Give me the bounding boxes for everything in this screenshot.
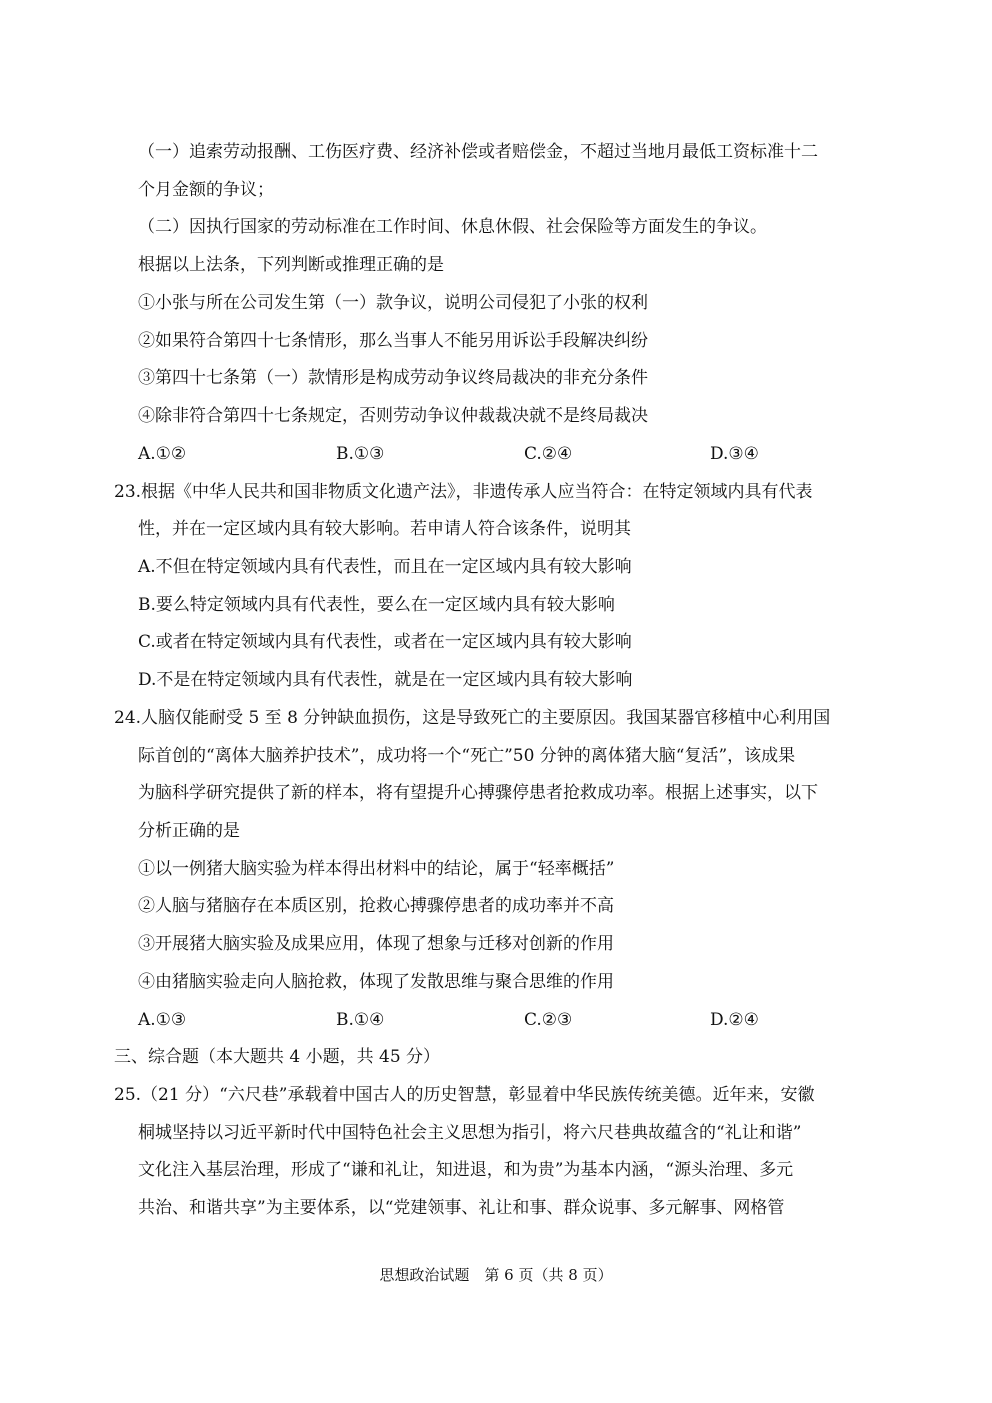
- q22-options: [138, 443, 898, 465]
- q24-statement-2: ②人脑与猪脑存在本质区别，抢救心搏骤停患者的成功率并不高: [138, 896, 614, 916]
- clause-2: （二）因执行国家的劳动标准在工作时间、休息休假、社会保险等方面发生的争议。: [138, 217, 767, 237]
- clause-1-line-1: （一）追索劳动报酬、工伤医疗费、经济补偿或者赔偿金，不超过当地月最低工资标准十二: [138, 142, 818, 162]
- q22-prompt: 根据以上法条，下列判断或推理正确的是: [138, 255, 444, 275]
- section-3-heading: 三、综合题（本大题共 4 小题，共 45 分）: [114, 1047, 441, 1067]
- q22-option-d: D.③④: [710, 444, 759, 464]
- q23-option-a: A.不但在特定领域内具有代表性，而且在一定区域内具有较大影响: [138, 557, 632, 577]
- q25-stem-line-1: 25.（21 分）“六尺巷”承载着中国古人的历史智慧，彰显着中华民族传统美德。近年来，安徽: [114, 1085, 815, 1105]
- q24-options: [138, 1009, 898, 1031]
- q24-stem-line-1: 24.人脑仅能耐受 5 至 8 分钟缺血损伤，这是导致死亡的主要原因。我国某器官移植中心利用国: [114, 708, 831, 728]
- q24-option-b: B.①④: [336, 1010, 385, 1030]
- q24-option-d: D.②④: [710, 1010, 759, 1030]
- q24-option-a: A.①③: [138, 1010, 187, 1030]
- q25-stem-line-4: 共治、和谐共享”为主要体系，以“党建领事、礼让和事、群众说事、多元解事、网格管: [138, 1198, 785, 1218]
- q23-option-d: D.不是在特定领域内具有代表性，就是在一定区域内具有较大影响: [138, 670, 633, 690]
- q24-stem-line-4: 分析正确的是: [138, 821, 240, 841]
- q24-stem-line-2: 际首创的“离体大脑养护技术”，成功将一个“死亡”50 分钟的离体猪大脑“复活”，该成果: [138, 746, 796, 766]
- q24-stem-line-3: 为脑科学研究提供了新的样本，将有望提升心搏骤停患者抢救成功率。根据上述事实，以下: [138, 783, 818, 803]
- q25-stem-line-2: 桐城坚持以习近平新时代中国特色社会主义思想为指引，将六尺巷典故蕴含的“礼让和谐”: [138, 1123, 802, 1143]
- clause-1-line-2: 个月金额的争议；: [138, 180, 274, 200]
- q23-option-c: C.或者在特定领域内具有代表性，或者在一定区域内具有较大影响: [138, 632, 632, 652]
- q22-option-c: C.②④: [524, 444, 573, 464]
- q22-option-a: A.①②: [138, 444, 187, 464]
- q25-stem-line-3: 文化注入基层治理，形成了“谦和礼让，知进退，和为贵”为基本内涵，“源头治理、多元: [138, 1160, 794, 1180]
- q23-stem-line-1: 23.根据《中华人民共和国非物质文化遗产法》，非遗传承人应当符合：在特定领域内具有代表: [114, 482, 813, 502]
- page-footer: 思想政治试题 第 6 页（共 8 页）: [379, 1266, 613, 1284]
- q24-statement-3: ③开展猪大脑实验及成果应用，体现了想象与迁移对创新的作用: [138, 934, 614, 954]
- q24-option-c: C.②③: [524, 1010, 573, 1030]
- q24-statement-1: ①以一例猪大脑实验为样本得出材料中的结论，属于“轻率概括”: [138, 859, 615, 879]
- q23-stem-line-2: 性，并在一定区域内具有较大影响。若申请人符合该条件，说明其: [138, 519, 631, 539]
- q22-statement-4: ④除非符合第四十七条规定，否则劳动争议仲裁裁决就不是终局裁决: [138, 406, 648, 426]
- q24-statement-4: ④由猪脑实验走向人脑抢救，体现了发散思维与聚合思维的作用: [138, 972, 614, 992]
- q22-statement-3: ③第四十七条第（一）款情形是构成劳动争议终局裁决的非充分条件: [138, 368, 648, 388]
- q23-option-b: B.要么特定领域内具有代表性，要么在一定区域内具有较大影响: [138, 595, 615, 615]
- q22-statement-1: ①小张与所在公司发生第（一）款争议，说明公司侵犯了小张的权利: [138, 293, 648, 313]
- q22-statement-2: ②如果符合第四十七条情形，那么当事人不能另用诉讼手段解决纠纷: [138, 331, 648, 351]
- q22-option-b: B.①③: [336, 444, 385, 464]
